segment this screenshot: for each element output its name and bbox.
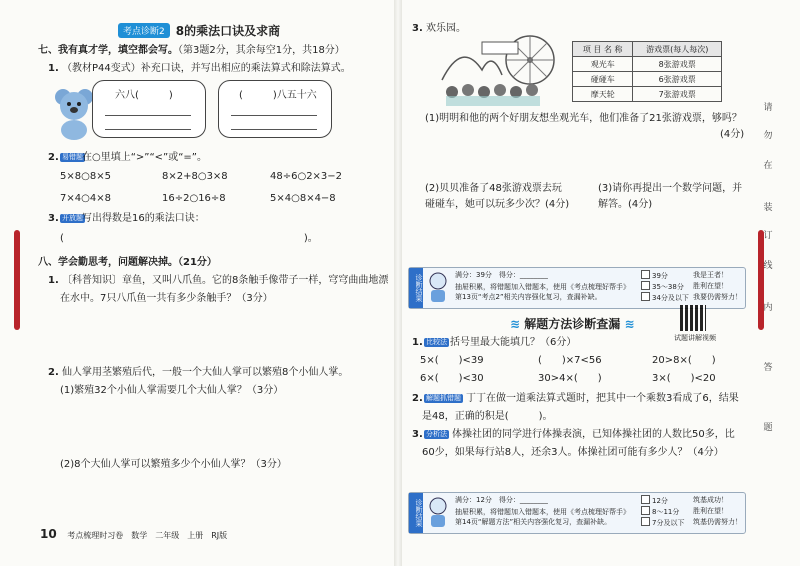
sec8-q2-sub2: (2)8个大仙人掌可以繁殖多少个小仙人掌？（3分） (60, 459, 287, 470)
table-cell: 8张游戏票 (633, 57, 722, 72)
student-avatar-icon (427, 496, 449, 528)
method-q3-line2: 60少，如果每行站8人，还余3人。体操社团可能有多少人？（4分） (422, 447, 724, 458)
section-title: 8的乘法口诀及求商 (175, 23, 281, 38)
student-avatar-icon (427, 271, 449, 303)
sec7-q3-blank[interactable]: ( )。 (60, 233, 318, 244)
compare-item[interactable]: 48÷6○2×3−2 (270, 171, 343, 182)
score-option[interactable]: 35～38分 (641, 281, 684, 292)
side-char: 题 (763, 423, 773, 433)
ticket-table (572, 41, 722, 102)
qr-caption: 试题讲解视频 (674, 334, 716, 342)
table-cell: 7张游戏票 (633, 87, 722, 102)
fill-item[interactable]: 20>8×( ) (652, 355, 716, 366)
sec7-q1: 1. （教材P44变式）补充口诀，并写出相应的乘法算式和除法算式。 (48, 63, 351, 74)
method-q2: 2. (412, 393, 423, 404)
method-q1-text: 括号里最大能填几？（6分） (450, 337, 577, 348)
answer-line[interactable] (231, 129, 317, 130)
left-edge-tab (14, 230, 20, 330)
side-char: 请 (763, 103, 773, 113)
sec8-q2: 2. 仙人掌用茎繁殖后代，一般一个大仙人掌可以繁殖8个小仙人掌。 (48, 367, 349, 378)
q3-tag: 开放题 (62, 214, 83, 222)
diagnosis-score: 满分：12分 得分：________ (455, 496, 548, 504)
park-sub1: (1)明明和他的两个好朋友想坐观光车，他们准备了21张游戏票，够吗？ (425, 113, 742, 124)
park-sub3: (3)请你再提出一个数学问题，并 (598, 183, 743, 194)
compare-item[interactable]: 5×8○8×5 (60, 171, 111, 182)
sec7-q3: 3. (48, 213, 59, 224)
fill-item[interactable]: 5×( )<39 (420, 355, 484, 366)
score-option[interactable]: 7分及以下 (641, 517, 684, 528)
table-header: 项 目 名 称 (573, 42, 633, 57)
amusement-park-illustration (432, 30, 562, 108)
answer-line[interactable] (105, 129, 191, 130)
park-sub2: (2)贝贝准备了48张游戏票去玩 (425, 183, 562, 194)
fill-item[interactable]: 30>4×( ) (538, 373, 602, 384)
section-badge: 考点诊断2 (118, 23, 170, 38)
method-q1-tag: 比较法 (426, 338, 447, 346)
result-text: 我是王者！ (693, 271, 728, 279)
chant-blank-2[interactable]: ( )八五十六 (239, 90, 317, 101)
side-char: 内 (763, 303, 773, 313)
side-char: 答 (763, 363, 773, 373)
sec7-q3-text: 写出得数是16的乘法口诀： (82, 213, 205, 224)
side-char: 在 (763, 161, 773, 171)
park-sub3-line2: 解答。(4分) (598, 199, 653, 210)
side-char: 勿 (763, 131, 773, 141)
result-text: 筑基仍需努力！ (693, 518, 742, 526)
table-header: 游戏票(每人每次) (633, 42, 722, 57)
sec7-q2-text: 在○里填上“>”“<”或“=”。 (82, 152, 207, 163)
table-cell: 摩天轮 (573, 87, 633, 102)
answer-line[interactable] (231, 115, 317, 116)
result-text: 筑基成功！ (693, 496, 728, 504)
footer-text: 考点梳理时习卷 数学 二年级 上册 RJ版 (67, 531, 228, 540)
side-char: 装 (763, 203, 773, 213)
park-question: 3. 欢乐园。 (412, 23, 466, 34)
score-option[interactable]: 8～11分 (641, 506, 679, 517)
table-row (573, 57, 722, 72)
qr-code-icon[interactable] (680, 305, 706, 331)
result-text: 胜利在望！ (693, 507, 728, 515)
diagnosis-box-1 (408, 267, 746, 309)
table-cell: 碰碰车 (573, 72, 633, 87)
park-sub1-points: (4分) (720, 129, 745, 140)
chant-box-2 (218, 80, 332, 138)
method-q3-line1: 体操社团的同学进行体操表演，已知体操社团的人数比50多，比 (452, 429, 735, 440)
diagnosis-box-2 (408, 492, 746, 534)
method-q2-line2[interactable]: 是48，正确的积是( )。 (422, 411, 553, 422)
side-char: 订 (763, 231, 773, 241)
sec8-q1: 1. 〔科普知识〕章鱼，又叫八爪鱼。它的8条触手像带子一样，穹穹曲曲地漂 (48, 275, 389, 286)
method-q3-tag: 分析法 (426, 430, 447, 438)
sec8-q1-line2: 在水中。7只八爪鱼一共有多少条触手？（3分） (60, 293, 273, 304)
chant-box-1 (92, 80, 206, 138)
method-section-title: ≋ 解题方法诊断查漏 ≋ (510, 317, 635, 331)
sec8-q2-sub1: (1)繁殖32个小仙人掌需要几个大仙人掌？（3分） (60, 385, 284, 396)
page-footer (40, 527, 227, 541)
koala-icon (52, 88, 92, 140)
diagnosis-label: 诊断结果 (409, 268, 423, 308)
diagnosis-text: 抽屉积累，将错题加入错题本，使用《考点梳理好帮手》 (455, 283, 630, 291)
diagnosis-text: 抽屉积累，将错题加入错题本，使用《考点梳理好帮手》 (455, 508, 630, 516)
table-cell: 观光车 (573, 57, 633, 72)
chant-blank-1[interactable]: 六八( ) (115, 90, 173, 101)
q2-tag: 易错题 (62, 153, 83, 161)
page-number: 10 (40, 527, 57, 541)
diagnosis-score: 满分：39分 得分：________ (455, 271, 548, 279)
park-sub2-line2: 碰碰车，她可以玩多少次？(4分) (425, 199, 570, 210)
right-edge-tab (758, 230, 764, 330)
result-text: 胜利在望！ (693, 282, 728, 290)
table-cell: 6张游戏票 (633, 72, 722, 87)
sec8-heading: 八、学会勤思考，问题解决掉。（21分） (38, 257, 217, 268)
score-option[interactable]: 34分及以下 (641, 292, 689, 303)
result-text: 我要仍需努力！ (693, 293, 742, 301)
sec7-heading: 七、我有真才学，填空都会写。（第3题2分，其余每空1分，共18分） (38, 45, 345, 56)
table-row (573, 42, 722, 57)
table-row (573, 72, 722, 87)
sec7-q2: 2. (48, 152, 59, 163)
fill-item[interactable]: ( )×7<56 (538, 355, 602, 366)
diagnosis-text: 第13页“考点2”相关内容强化复习，查漏补缺。 (455, 293, 602, 301)
section-header (118, 22, 280, 38)
method-q1: 1. (412, 337, 423, 348)
method-q2-line1: 丁丁在做一道乘法算式题时，把其中一个乘数3看成了6，结果 (466, 393, 739, 404)
method-q3: 3. (412, 429, 423, 440)
diagnosis-label: 诊断结果 (409, 493, 423, 533)
page-gutter (394, 0, 402, 566)
table-row (573, 87, 722, 102)
compare-item[interactable]: 5×4○8×4−8 (270, 193, 336, 204)
compare-item[interactable]: 7×4○4×8 (60, 193, 111, 204)
answer-line[interactable] (105, 115, 191, 116)
score-option[interactable]: 12分 (641, 495, 668, 506)
fill-item[interactable]: 3×( )<20 (652, 373, 716, 384)
diagnosis-text: 第14页“解题方法”相关内容强化复习，查漏补缺。 (455, 518, 612, 526)
score-option[interactable]: 39分 (641, 270, 668, 281)
compare-item[interactable]: 8×2+8○3×8 (162, 171, 228, 182)
side-char: 线 (763, 261, 773, 271)
fill-item[interactable]: 6×( )<30 (420, 373, 484, 384)
compare-item[interactable]: 16÷2○16÷8 (162, 193, 226, 204)
method-q2-tag: 解题抓错题 (426, 394, 461, 402)
